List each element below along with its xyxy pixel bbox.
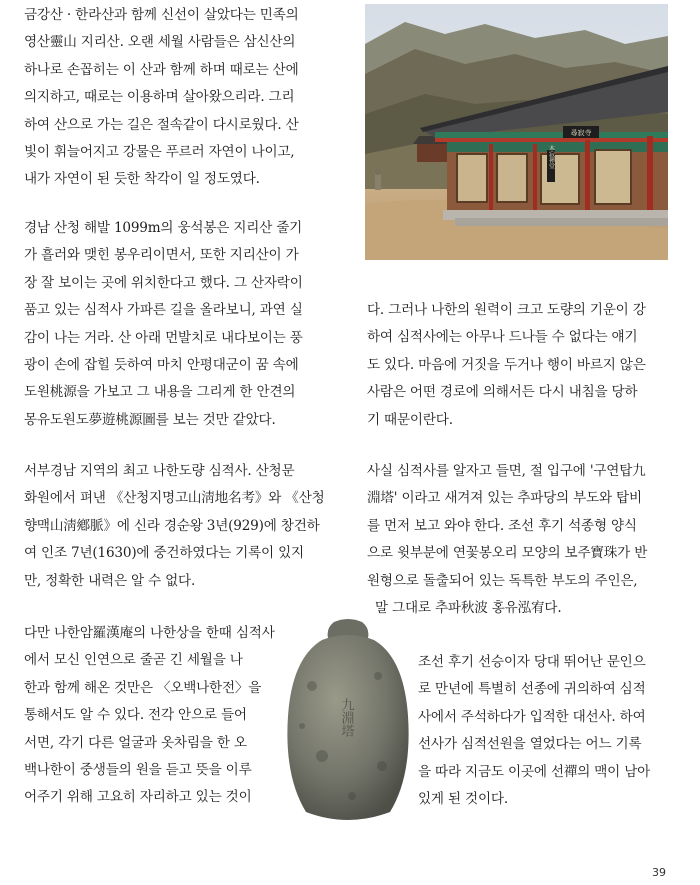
paragraph-monk: 조선 후기 선승이자 당대 뛰어난 문인으 로 만년에 특별히 선종에 귀의하여 심적 사에서 주석하다가 입적한 대선사. 하여 선사가 심적선원을 열었다는 어느 기록 을 따라 지금도 이곳에 선禪의 맥이 남아 있게 된 것이다. [418,654,651,808]
stone-stupa-photo [282,616,414,824]
paragraph-location: 경남 산청 해발 1099m의 웅석봉은 지리산 줄기 가 흘러와 맺힌 봉우리이면서, 또한 지리산이 가 장 잘 보이는 곳에 위치한다고 했다. 그 산자락이 품고 있는 심적사 가파른 길을 올라보니, 과연 실 감이 나는 거라. 산 아래 먼발치로 내다보이는 풍 광이 손에 잡힐 듯하여 마치 안평대군이 꿈 속에 도원桃源을 가보고 그 내용을 그리게 한 안견의 몽유도원도夢遊桃源圖를 보는 것만 같았다. [24,220,303,428]
paragraph-arhat: 다만 나한암羅漢庵의 나한상을 한때 심적사 에서 모신 인연으로 줄곧 긴 세월을 나 한과 함께 해온 것만은 〈오백나한전〉을 통해서도 알 수 있다. 전각 안으로 들어 서면, 각기 다른 얼굴과 옷차림을 한 오 백나한이 중생들의 원을 듣고 뜻을 이루 어주기 위해 고요히 자리하고 있는 것이 [24,625,275,806]
temple-pillar-plaque-text: 木寂禪堂 [547,145,555,169]
stone-stupa-illustration [282,616,414,824]
paragraph-arhat-continued: 다. 그러나 나한의 원력이 크고 도량의 기운이 강 하여 심적사에는 아무나 드나들 수 없다는 얘기 도 있다. 마음에 거짓을 두거나 행이 바르지 않은 사람은 어떤 경로에 의해서든 다시 내침을 당하 기 때문이란다. [367,302,646,428]
temple-signboard-text: 尋寂寺 [570,129,592,137]
paragraph-stupa: 사실 심적사를 알자고 들면, 절 입구에 '구연탑九 淵塔' 이라고 새겨져 있는 추파당의 부도와 탑비 를 먼저 보고 와야 한다. 조선 후기 석종형 양식 으로 윗부분에 연꽃봉오리 모양의 보주寶珠가 반 원형으로 돌출되어 있는 독특한 부도의 주인은, 말 그대로 추파秋波 홍유泓宥다. [367,463,648,617]
page-number: 39 [652,866,666,879]
paragraph-history: 서부경남 지역의 최고 나한도량 심적사. 산청문 화원에서 펴낸 《산청지명고山淸地名考》와 《산청 향맥山淸鄕脈》에 신라 경순왕 3년(929)에 창건하 여 인조 7년(1630)에 중건하였다는 기록이 있지 만, 정확한 내력은 알 수 없다. [24,463,325,589]
temple-photo-illustration [365,4,668,260]
paragraph-intro: 금강산 · 한라산과 함께 신선이 살았다는 민족의 영산靈山 지리산. 오랜 세월 사람들은 삼신산의 하나로 손꼽히는 이 산과 함께 하며 때로는 산에 의지하고, 때로는 이용하며 살아왔으리라. 그리 하여 산으로 가는 길은 절속같이 다시로웠다. 산 빛이 휘늘어지고 강물은 푸르러 자연이 나이고, 내가 자연이 된 듯한 착각이 일 정도였다. [24,7,299,188]
temple-photo [365,4,668,260]
stone-inscription-text: 九淵塔 [338,698,354,737]
